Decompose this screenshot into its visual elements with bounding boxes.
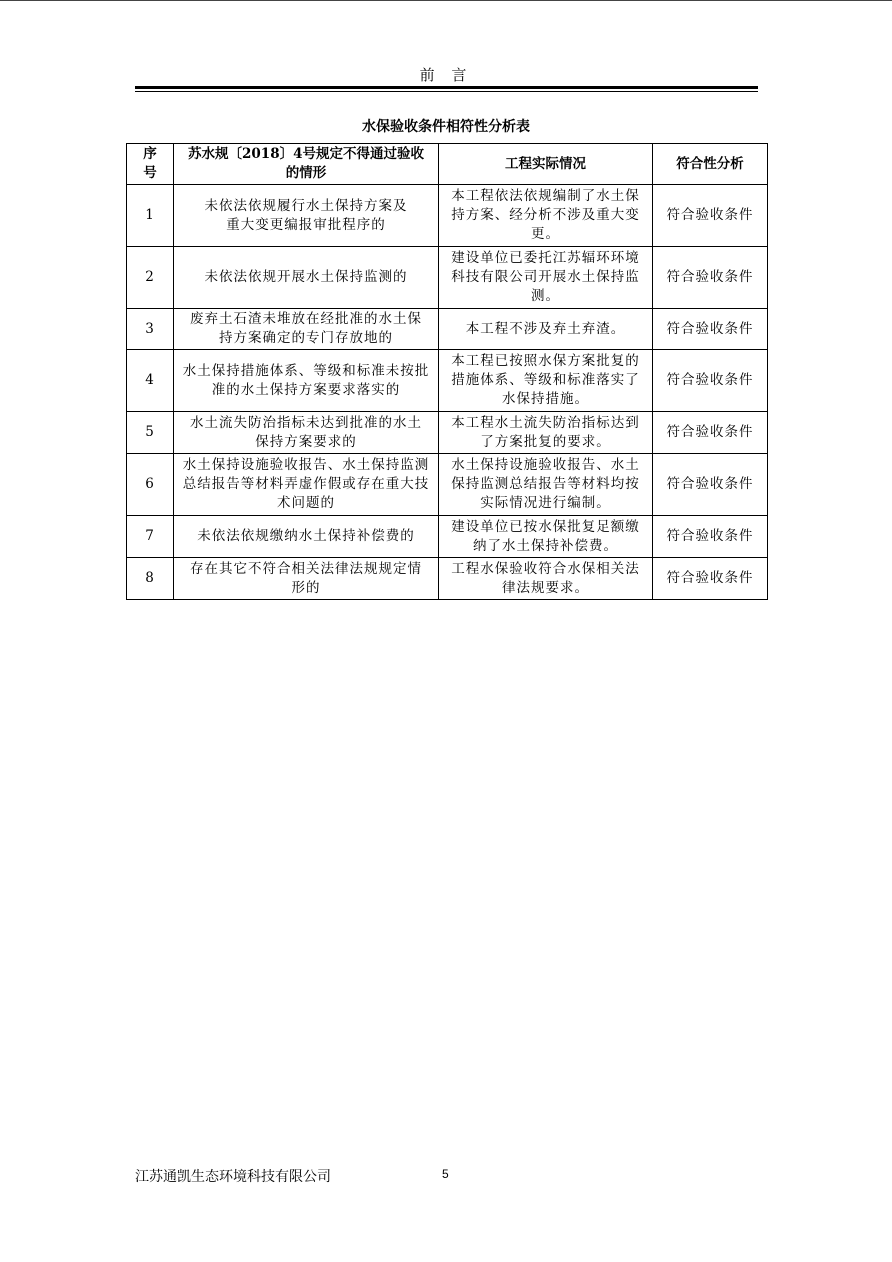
row-condition: 存在其它不符合相关法律法规规定情形的 xyxy=(174,558,439,600)
row-result: 符合验收条件 xyxy=(653,185,768,247)
table-row xyxy=(127,558,768,600)
header-rule-thin xyxy=(135,91,758,92)
row-condition: 水土流失防治指标未达到批准的水土保持方案要求的 xyxy=(174,412,439,454)
column-header-no: 序号 xyxy=(127,144,174,185)
row-actual: 水土保持设施验收报告、水土保持监测总结报告等材料均按实际情况进行编制。 xyxy=(439,454,653,516)
row-actual: 本工程已按照水保方案批复的措施体系、等级和标准落实了水保持措施。 xyxy=(439,350,653,412)
row-actual: 建设单位已按水保批复足额缴纳了水土保持补偿费。 xyxy=(439,516,653,558)
header-rule xyxy=(135,86,758,89)
row-result: 符合验收条件 xyxy=(653,454,768,516)
analysis-table xyxy=(126,143,768,600)
row-no: 3 xyxy=(127,309,174,350)
row-result: 符合验收条件 xyxy=(653,412,768,454)
table-row xyxy=(127,454,768,516)
row-actual: 本工程水土流失防治指标达到了方案批复的要求。 xyxy=(439,412,653,454)
row-no: 7 xyxy=(127,516,174,558)
row-condition: 水土保持措施体系、等级和标准未按批准的水土保持方案要求落实的 xyxy=(174,350,439,412)
table-title: 水保验收条件相符性分析表 xyxy=(362,119,530,135)
row-no: 4 xyxy=(127,350,174,412)
row-condition: 水土保持设施验收报告、水土保持监测总结报告等材料弄虚作假或存在重大技术问题的 xyxy=(174,454,439,516)
table-row xyxy=(127,516,768,558)
footer-company-name: 江苏通凯生态环境科技有限公司 xyxy=(135,1169,331,1185)
row-no: 2 xyxy=(127,247,174,309)
row-actual: 本工程不涉及弃土弃渣。 xyxy=(439,309,653,350)
table-header-row xyxy=(127,144,768,185)
table-row xyxy=(127,247,768,309)
row-condition: 未依法依规履行水土保持方案及重大变更编报审批程序的 xyxy=(174,185,439,247)
row-no: 6 xyxy=(127,454,174,516)
row-condition: 未依法依规开展水土保持监测的 xyxy=(174,247,439,309)
table-row xyxy=(127,350,768,412)
column-header-condition: 苏水规〔2018〕4号规定不得通过验收的情形 xyxy=(174,144,439,185)
row-result: 符合验收条件 xyxy=(653,558,768,600)
row-condition: 废弃土石渣未堆放在经批准的水土保持方案确定的专门存放地的 xyxy=(174,309,439,350)
row-condition: 未依法依规缴纳水土保持补偿费的 xyxy=(174,516,439,558)
row-actual: 本工程依法依规编制了水土保持方案、经分析不涉及重大变更。 xyxy=(439,185,653,247)
page-number: 5 xyxy=(442,1167,449,1181)
table-row xyxy=(127,185,768,247)
column-header-actual: 工程实际情况 xyxy=(439,144,653,185)
row-no: 5 xyxy=(127,412,174,454)
row-no: 8 xyxy=(127,558,174,600)
row-no: 1 xyxy=(127,185,174,247)
row-result: 符合验收条件 xyxy=(653,350,768,412)
row-actual: 工程水保验收符合水保相关法律法规要求。 xyxy=(439,558,653,600)
row-result: 符合验收条件 xyxy=(653,516,768,558)
column-header-result: 符合性分析 xyxy=(653,144,768,185)
page-header-title: 前 言 xyxy=(419,66,473,84)
row-actual: 建设单位已委托江苏辐环环境科技有限公司开展水土保持监测。 xyxy=(439,247,653,309)
row-result: 符合验收条件 xyxy=(653,247,768,309)
page-top-border xyxy=(0,0,892,1)
row-result: 符合验收条件 xyxy=(653,309,768,350)
table-row xyxy=(127,412,768,454)
table-row xyxy=(127,309,768,350)
